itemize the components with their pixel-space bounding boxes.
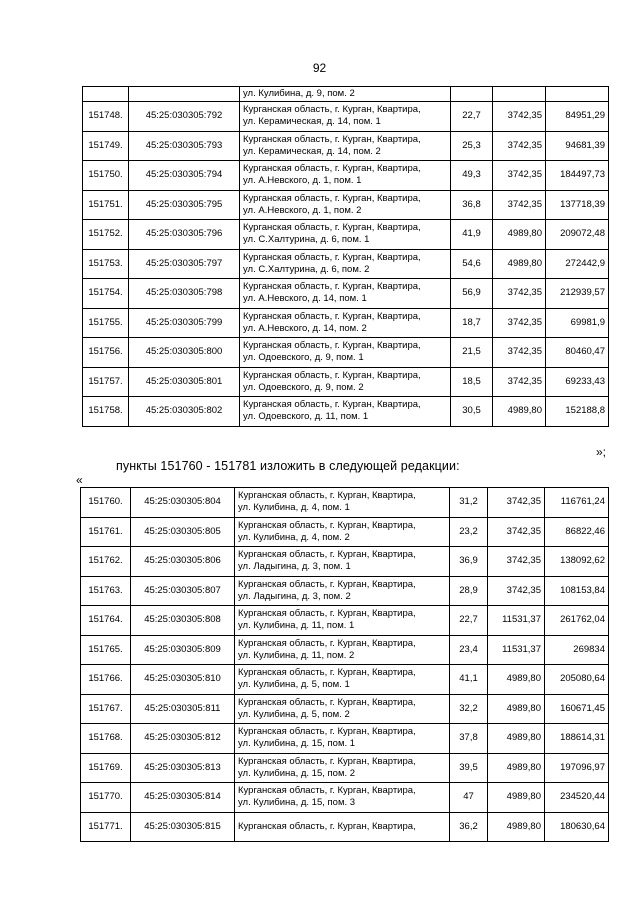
address-line-2: ул. Одоевского, д. 9, пом. 1 bbox=[243, 352, 364, 364]
address-line-2: ул. Кулибина, д. 15, пом. 1 bbox=[238, 738, 356, 750]
address-line-2: ул. Кулибина, д. 15, пом. 3 bbox=[238, 797, 356, 809]
address-line-2: ул. А.Невского, д. 14, пом. 2 bbox=[243, 322, 367, 334]
cadastral-cell: 45:25:030305:808 bbox=[131, 606, 235, 636]
total-cell: 80460,47 bbox=[546, 338, 609, 368]
price-cell: 4989,80 bbox=[488, 665, 545, 695]
table-row bbox=[83, 367, 609, 397]
price-cell: 4989,80 bbox=[488, 753, 545, 783]
table-row bbox=[81, 606, 609, 636]
amendment-instruction: пункты 151760 - 151781 изложить в следующей редакции: bbox=[116, 459, 460, 473]
address-cell bbox=[240, 220, 451, 250]
address-line-1: Курганская область, г. Курган, Квартира, bbox=[243, 310, 421, 322]
price-cell: 3742,35 bbox=[488, 488, 545, 518]
area-cell: 23,4 bbox=[450, 635, 488, 665]
address-cell bbox=[240, 308, 451, 338]
cadastral-cell: 45:25:030305:815 bbox=[131, 812, 235, 842]
number-cell: 151752. bbox=[83, 220, 129, 250]
table-body bbox=[81, 488, 609, 842]
address-cell bbox=[240, 102, 451, 132]
price-cell: 3742,35 bbox=[493, 161, 546, 191]
table-row bbox=[81, 547, 609, 577]
number-cell: 151770. bbox=[81, 783, 131, 813]
number-cell: 151761. bbox=[81, 517, 131, 547]
address-cell bbox=[235, 753, 450, 783]
address-line-1: Курганская область, г. Курган, Квартира, bbox=[243, 369, 421, 381]
total-cell: 234520,44 bbox=[545, 783, 609, 813]
cadastral-cell: 45:25:030305:804 bbox=[131, 488, 235, 518]
table-row bbox=[81, 783, 609, 813]
address-cell bbox=[240, 279, 451, 309]
address-line-2: ул. Ладыгина, д. 3, пом. 2 bbox=[238, 590, 351, 602]
closing-quote: »; bbox=[596, 445, 607, 459]
table-row bbox=[83, 102, 609, 132]
number-cell: 151771. bbox=[81, 812, 131, 842]
total-cell: 137718,39 bbox=[546, 190, 609, 220]
number-cell: 151760. bbox=[81, 488, 131, 518]
cadastral-cell: 45:25:030305:796 bbox=[129, 220, 240, 250]
cadastral-cell: 45:25:030305:806 bbox=[131, 547, 235, 577]
area-cell: 31,2 bbox=[450, 488, 488, 518]
area-cell bbox=[451, 87, 493, 102]
area-cell: 39,5 bbox=[450, 753, 488, 783]
number-cell: 151755. bbox=[83, 308, 129, 338]
table-row bbox=[83, 249, 609, 279]
address-cell bbox=[240, 397, 451, 427]
table-row bbox=[83, 397, 609, 427]
area-cell: 37,8 bbox=[450, 724, 488, 754]
total-cell: 272442,9 bbox=[546, 249, 609, 279]
price-cell: 4989,80 bbox=[488, 694, 545, 724]
address-cell bbox=[235, 547, 450, 577]
price-cell: 4989,80 bbox=[493, 249, 546, 279]
total-cell: 152188,8 bbox=[546, 397, 609, 427]
price-cell: 4989,80 bbox=[493, 220, 546, 250]
address-line-1: Курганская область, г. Курган, Квартира, bbox=[238, 549, 416, 561]
address-line-1: Курганская область, г. Курган, Квартира, bbox=[238, 726, 416, 738]
address-line-1: Курганская область, г. Курган, Квартира, bbox=[238, 785, 416, 797]
number-cell: 151765. bbox=[81, 635, 131, 665]
number-cell: 151757. bbox=[83, 367, 129, 397]
number-cell: 151750. bbox=[83, 161, 129, 191]
address-line-1: Курганская область, г. Курган, Квартира, bbox=[238, 608, 416, 620]
price-cell: 4989,80 bbox=[488, 812, 545, 842]
price-cell: 4989,80 bbox=[488, 783, 545, 813]
address-line-1: Курганская область, г. Курган, Квартира, bbox=[238, 578, 416, 590]
area-cell: 49,3 bbox=[451, 161, 493, 191]
table-row bbox=[83, 131, 609, 161]
area-cell: 23,2 bbox=[450, 517, 488, 547]
cadastral-cell: 45:25:030305:795 bbox=[129, 190, 240, 220]
area-cell: 22,7 bbox=[451, 102, 493, 132]
number-cell: 151766. bbox=[81, 665, 131, 695]
table-row bbox=[81, 635, 609, 665]
address-cell bbox=[235, 635, 450, 665]
table-row bbox=[83, 190, 609, 220]
price-cell: 3742,35 bbox=[493, 131, 546, 161]
area-cell: 32,2 bbox=[450, 694, 488, 724]
address-cell bbox=[235, 694, 450, 724]
address-line-1: Курганская область, г. Курган, Квартира, bbox=[238, 696, 416, 708]
address-line-1: Курганская область, г. Курган, Квартира, bbox=[238, 519, 416, 531]
address-cell bbox=[235, 724, 450, 754]
area-cell: 36,8 bbox=[451, 190, 493, 220]
price-cell: 11531,37 bbox=[488, 606, 545, 636]
cadastral-cell: 45:25:030305:802 bbox=[129, 397, 240, 427]
table-row bbox=[81, 576, 609, 606]
table-row bbox=[83, 338, 609, 368]
cadastral-cell: 45:25:030305:811 bbox=[131, 694, 235, 724]
price-cell: 3742,35 bbox=[493, 308, 546, 338]
number-cell: 151762. bbox=[81, 547, 131, 577]
total-cell: 269834 bbox=[545, 635, 609, 665]
area-cell: 18,5 bbox=[451, 367, 493, 397]
table-row bbox=[81, 517, 609, 547]
address-line-1: Курганская область, г. Курган, Квартира, bbox=[243, 251, 421, 263]
number-cell: 151767. bbox=[81, 694, 131, 724]
price-cell: 3742,35 bbox=[493, 190, 546, 220]
address-line-2: ул. С.Халтурина, д. 6, пом. 2 bbox=[243, 263, 370, 275]
table-row bbox=[83, 308, 609, 338]
cadastral-cell: 45:25:030305:814 bbox=[131, 783, 235, 813]
total-cell: 205080,64 bbox=[545, 665, 609, 695]
total-cell: 261762,04 bbox=[545, 606, 609, 636]
price-cell: 3742,35 bbox=[493, 102, 546, 132]
address-line-1: Курганская область, г. Курган, Квартира, bbox=[243, 104, 421, 116]
table-row bbox=[83, 279, 609, 309]
address-cell bbox=[235, 665, 450, 695]
address-line-1: Курганская область, г. Курган, Квартира, bbox=[238, 637, 416, 649]
number-cell: 151764. bbox=[81, 606, 131, 636]
table-row bbox=[81, 812, 609, 842]
total-cell: 86822,46 bbox=[545, 517, 609, 547]
number-cell: 151769. bbox=[81, 753, 131, 783]
area-cell: 47 bbox=[450, 783, 488, 813]
area-cell: 54,6 bbox=[451, 249, 493, 279]
area-cell: 41,1 bbox=[450, 665, 488, 695]
address-line-1: Курганская область, г. Курган, Квартира, bbox=[243, 340, 421, 352]
address-line-2: ул. Кулибина, д. 11, пом. 1 bbox=[238, 620, 355, 632]
address-cell bbox=[240, 190, 451, 220]
address-line-2: ул. А.Невского, д. 14, пом. 1 bbox=[243, 293, 367, 305]
area-cell: 21,5 bbox=[451, 338, 493, 368]
total-cell: 84951,29 bbox=[546, 102, 609, 132]
price-cell: 4989,80 bbox=[488, 724, 545, 754]
cadastral-cell: 45:25:030305:805 bbox=[131, 517, 235, 547]
price-cell: 3742,35 bbox=[493, 279, 546, 309]
address-cell bbox=[235, 576, 450, 606]
address-cell bbox=[235, 783, 450, 813]
cadastral-cell: 45:25:030305:793 bbox=[129, 131, 240, 161]
total-cell: 197096,97 bbox=[545, 753, 609, 783]
table-row bbox=[81, 753, 609, 783]
price-cell bbox=[493, 87, 546, 102]
address-line-2: ул. С.Халтурина, д. 6, пом. 1 bbox=[243, 234, 370, 246]
address-cell bbox=[240, 338, 451, 368]
area-cell: 18,7 bbox=[451, 308, 493, 338]
table-row bbox=[81, 694, 609, 724]
price-cell: 3742,35 bbox=[488, 547, 545, 577]
address-line-1: Курганская область, г. Курган, Квартира, bbox=[238, 490, 416, 502]
address-cell bbox=[235, 517, 450, 547]
address-line-2: ул. Одоевского, д. 9, пом. 2 bbox=[243, 381, 364, 393]
address-line-2: ул. Кулибина, д. 4, пом. 1 bbox=[238, 502, 350, 514]
property-table-amended bbox=[80, 487, 609, 842]
total-cell bbox=[546, 87, 609, 102]
address-line-2: ул. Керамическая, д. 14, пом. 1 bbox=[243, 116, 381, 128]
address-line-1: Курганская область, г. Курган, Квартира, bbox=[243, 133, 421, 145]
total-cell: 160671,45 bbox=[545, 694, 609, 724]
area-cell: 28,9 bbox=[450, 576, 488, 606]
address-line-1: Курганская область, г. Курган, Квартира, bbox=[243, 222, 421, 234]
total-cell: 180630,64 bbox=[545, 812, 609, 842]
total-cell: 209072,48 bbox=[546, 220, 609, 250]
cadastral-cell: 45:25:030305:813 bbox=[131, 753, 235, 783]
total-cell: 94681,39 bbox=[546, 131, 609, 161]
address-line-1: Курганская область, г. Курган, Квартира, bbox=[238, 820, 416, 832]
total-cell: 69233,43 bbox=[546, 367, 609, 397]
address-line-2: ул. Кулибина, д. 11, пом. 2 bbox=[238, 649, 355, 661]
property-table-continued bbox=[82, 86, 609, 427]
address-line-1: Курганская область, г. Курган, Квартира, bbox=[243, 281, 421, 293]
address-line-1: Курганская область, г. Курган, Квартира, bbox=[243, 399, 421, 411]
price-cell: 4989,80 bbox=[493, 397, 546, 427]
number-cell: 151756. bbox=[83, 338, 129, 368]
cadastral-cell: 45:25:030305:812 bbox=[131, 724, 235, 754]
address-cell bbox=[240, 131, 451, 161]
price-cell: 3742,35 bbox=[493, 367, 546, 397]
address-cell bbox=[235, 606, 450, 636]
table-row bbox=[81, 665, 609, 695]
price-cell: 3742,35 bbox=[493, 338, 546, 368]
number-cell: 151751. bbox=[83, 190, 129, 220]
area-cell: 25,3 bbox=[451, 131, 493, 161]
address-cell bbox=[235, 488, 450, 518]
total-cell: 138092,62 bbox=[545, 547, 609, 577]
address-line-2: ул. Кулибина, д. 4, пом. 2 bbox=[238, 531, 350, 543]
cadastral-cell: 45:25:030305:807 bbox=[131, 576, 235, 606]
number-cell bbox=[83, 87, 129, 102]
price-cell: 11531,37 bbox=[488, 635, 545, 665]
area-cell: 56,9 bbox=[451, 279, 493, 309]
table-body bbox=[83, 87, 609, 427]
price-cell: 3742,35 bbox=[488, 517, 545, 547]
address-line-2: ул. Одоевского, д. 11, пом. 1 bbox=[243, 411, 369, 423]
address-line-2: ул. Ладыгина, д. 3, пом. 1 bbox=[238, 561, 351, 573]
cadastral-cell: 45:25:030305:810 bbox=[131, 665, 235, 695]
total-cell: 116761,24 bbox=[545, 488, 609, 518]
address-line-1: Курганская область, г. Курган, Квартира, bbox=[238, 667, 416, 679]
cadastral-cell: 45:25:030305:792 bbox=[129, 102, 240, 132]
area-cell: 22,7 bbox=[450, 606, 488, 636]
table-row bbox=[81, 488, 609, 518]
number-cell: 151749. bbox=[83, 131, 129, 161]
page-number: 92 bbox=[312, 61, 327, 75]
cadastral-cell: 45:25:030305:797 bbox=[129, 249, 240, 279]
address-line-2: ул. Кулибина, д. 5, пом. 2 bbox=[238, 708, 350, 720]
table-row bbox=[83, 220, 609, 250]
number-cell: 151753. bbox=[83, 249, 129, 279]
address-cell bbox=[235, 812, 450, 842]
total-cell: 212939,57 bbox=[546, 279, 609, 309]
area-cell: 41,9 bbox=[451, 220, 493, 250]
address-cell: ул. Кулибина, д. 9, пом. 2 bbox=[240, 87, 451, 102]
area-cell: 30,5 bbox=[451, 397, 493, 427]
price-cell: 3742,35 bbox=[488, 576, 545, 606]
address-cell bbox=[240, 367, 451, 397]
area-cell: 36,9 bbox=[450, 547, 488, 577]
area-cell: 36,2 bbox=[450, 812, 488, 842]
address-line-1: Курганская область, г. Курган, Квартира, bbox=[243, 192, 421, 204]
address-line-1: Курганская область, г. Курган, Квартира, bbox=[238, 755, 416, 767]
cadastral-cell bbox=[129, 87, 240, 102]
address-cell bbox=[240, 161, 451, 191]
table-row bbox=[83, 87, 609, 102]
cadastral-cell: 45:25:030305:794 bbox=[129, 161, 240, 191]
number-cell: 151758. bbox=[83, 397, 129, 427]
total-cell: 69981,9 bbox=[546, 308, 609, 338]
opening-quote: « bbox=[76, 473, 83, 487]
number-cell: 151768. bbox=[81, 724, 131, 754]
cadastral-cell: 45:25:030305:809 bbox=[131, 635, 235, 665]
number-cell: 151763. bbox=[81, 576, 131, 606]
cadastral-cell: 45:25:030305:800 bbox=[129, 338, 240, 368]
cadastral-cell: 45:25:030305:799 bbox=[129, 308, 240, 338]
address-line-1: Курганская область, г. Курган, Квартира, bbox=[243, 163, 421, 175]
number-cell: 151754. bbox=[83, 279, 129, 309]
address-line-2: ул. Кулибина, д. 5, пом. 1 bbox=[238, 679, 350, 691]
total-cell: 188614,31 bbox=[545, 724, 609, 754]
total-cell: 184497,73 bbox=[546, 161, 609, 191]
address-line-2: ул. Керамическая, д. 14, пом. 2 bbox=[243, 145, 381, 157]
number-cell: 151748. bbox=[83, 102, 129, 132]
cadastral-cell: 45:25:030305:801 bbox=[129, 367, 240, 397]
address-cell bbox=[240, 249, 451, 279]
address-line-2: ул. Кулибина, д. 15, пом. 2 bbox=[238, 767, 356, 779]
table-row bbox=[83, 161, 609, 191]
total-cell: 108153,84 bbox=[545, 576, 609, 606]
address-line-2: ул. А.Невского, д. 1, пом. 2 bbox=[243, 204, 362, 216]
address-line-2: ул. А.Невского, д. 1, пом. 1 bbox=[243, 175, 362, 187]
cadastral-cell: 45:25:030305:798 bbox=[129, 279, 240, 309]
table-row bbox=[81, 724, 609, 754]
